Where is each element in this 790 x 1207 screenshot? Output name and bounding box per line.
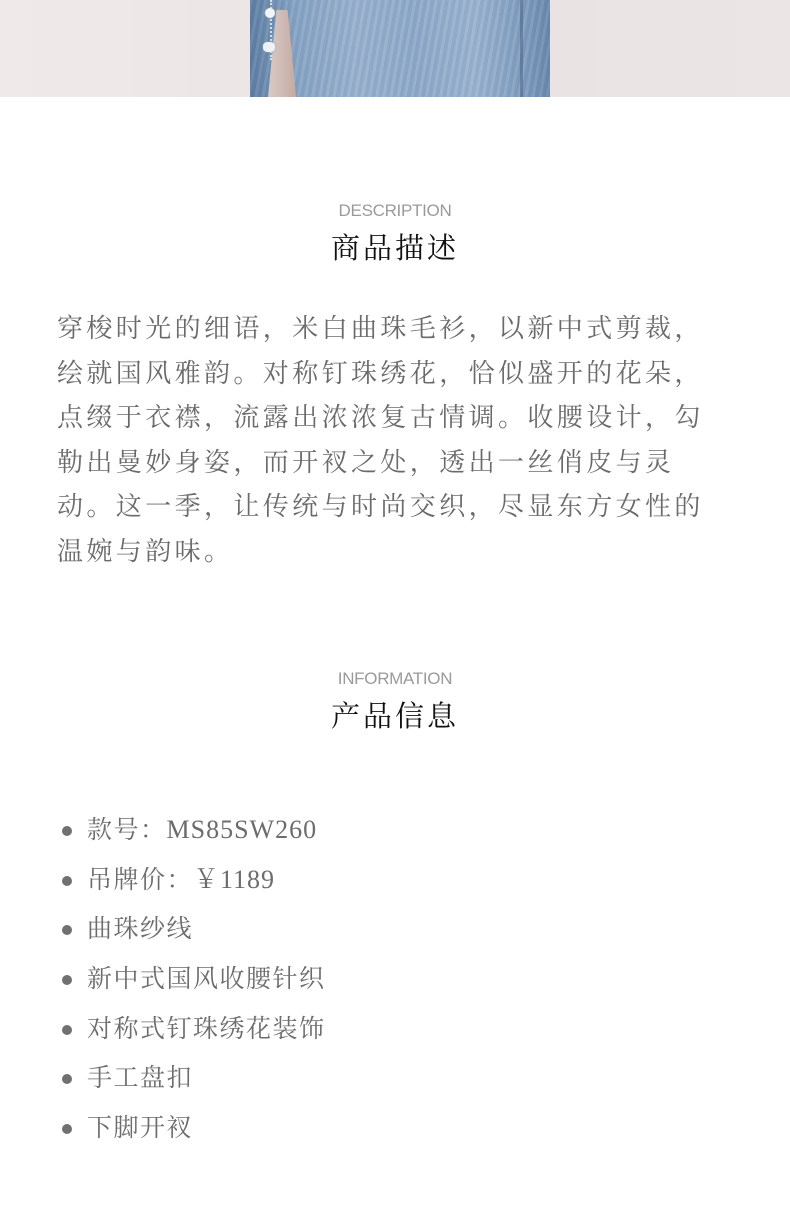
price-value: ￥1189	[193, 864, 276, 894]
list-item	[60, 1056, 326, 1106]
pearl-button-icon	[265, 8, 275, 18]
information-subtitle: INFORMATION	[337, 669, 453, 688]
description-text	[57, 307, 747, 574]
description-line: 绘就国风雅韵。对称钉珠绣花，恰似盛开的花朵，	[57, 358, 704, 389]
description-subtitle: DESCRIPTION	[338, 201, 452, 220]
bullet-icon	[62, 876, 72, 886]
style-number-value: MS85SW260	[166, 815, 318, 844]
bullet-icon	[62, 1074, 72, 1084]
denim-skirt	[250, 0, 550, 97]
list-item	[60, 907, 326, 957]
bullet-icon	[62, 826, 72, 836]
list-item	[60, 1106, 326, 1156]
description-line: 温婉与韵味。	[57, 536, 234, 567]
pearl-button-icon	[263, 42, 275, 52]
skirt-seam	[520, 0, 523, 97]
bullet-icon	[62, 925, 72, 935]
feature-text: 曲珠纱线	[87, 914, 194, 944]
list-item	[60, 1007, 326, 1057]
feature-text: 新中式国风收腰针织	[87, 964, 326, 994]
product-info-list	[60, 808, 326, 1156]
bullet-icon	[62, 1124, 72, 1134]
description-line: 点缀于衣襟，流露出浓浓复古情调。收腰设计，勾	[57, 403, 704, 433]
description-title: 商品描述	[330, 231, 459, 265]
description-line: 动。这一季，让传统与时尚交织，尽显东方女性的	[57, 492, 704, 522]
bullet-icon	[62, 1025, 72, 1035]
list-item	[60, 957, 326, 1007]
bullet-icon	[62, 975, 72, 985]
price-label: 吊牌价：	[87, 864, 194, 894]
description-line: 穿梭时光的细语，米白曲珠毛衫，以新中式剪裁，	[57, 314, 704, 344]
style-number-label: 款号：	[87, 815, 167, 844]
feature-text: 手工盘扣	[87, 1063, 194, 1093]
description-line: 勒出曼妙身姿，而开衩之处，透出一丝俏皮与灵	[57, 447, 675, 478]
list-item-style-number	[60, 808, 326, 858]
product-photo	[0, 0, 790, 97]
feature-text: 下脚开衩	[87, 1113, 194, 1143]
feature-text: 对称式钉珠绣花装饰	[87, 1013, 326, 1043]
list-item-price	[60, 858, 326, 908]
information-title: 产品信息	[330, 699, 459, 733]
